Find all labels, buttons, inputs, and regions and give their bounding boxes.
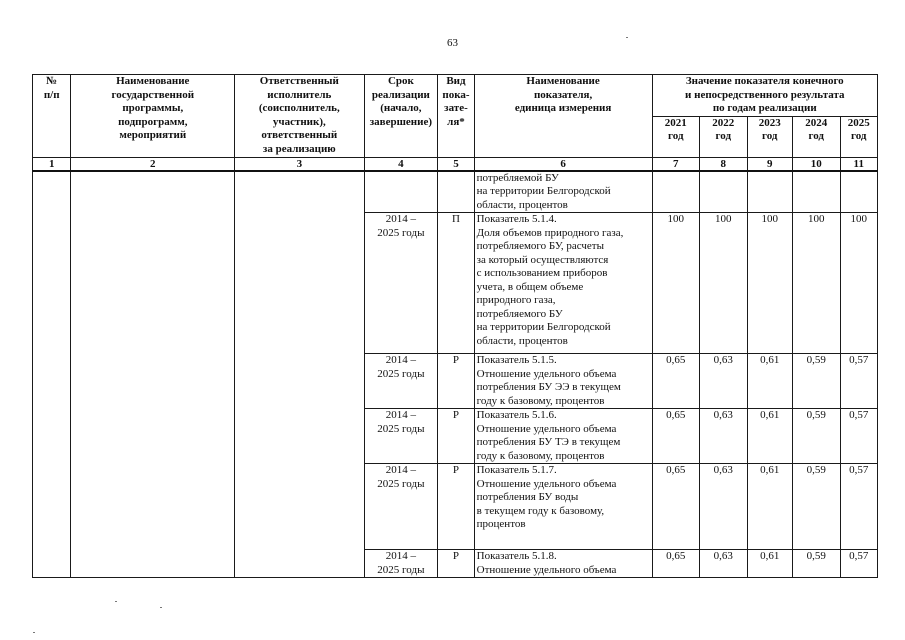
- text-line: потребляемого БУ: [476, 307, 563, 320]
- cell-period: [364, 409, 438, 464]
- header-year-2022: [700, 116, 748, 157]
- text-line: Показатель 5.1.4.: [476, 213, 557, 225]
- cell-value-2024: [793, 171, 841, 213]
- header-year-2023: [747, 116, 792, 157]
- text-line: в текущем году к базовому,: [476, 504, 605, 517]
- cell-value-2022: [700, 171, 748, 213]
- cell-value-2023: 0,61: [747, 354, 792, 409]
- text-line: мероприятий: [119, 129, 187, 141]
- text-line: Отношение удельного объема: [476, 422, 617, 435]
- cell-value-2025: 0,57: [840, 354, 878, 409]
- year-label: 2024: [805, 116, 828, 129]
- header-responsible: [235, 75, 364, 158]
- text-line: потребления БУ воды: [476, 491, 579, 503]
- text-line: природного газа,: [476, 294, 556, 306]
- cell-indicator-name: [474, 354, 652, 409]
- header-number: [33, 75, 71, 158]
- text-line: с использованием приборов: [476, 267, 608, 279]
- column-number: 10: [793, 157, 841, 171]
- text-line: Значение показателя конечного: [685, 75, 844, 87]
- column-number: 7: [652, 157, 700, 171]
- cell-value-2022: 0,63: [700, 354, 748, 409]
- text-line: по годам реализации: [712, 102, 817, 114]
- year-label: 2023: [758, 116, 781, 129]
- text-line: программы,: [122, 102, 184, 114]
- header-year-2025: [840, 116, 878, 157]
- text-line: показателя,: [533, 88, 593, 101]
- cell-indicator-name: [474, 213, 652, 354]
- text-line: зате-: [444, 102, 468, 114]
- text-line: Доля объемов природного газа,: [476, 226, 624, 239]
- year-label: 2022: [712, 116, 735, 129]
- text-line: учета, в общем объеме: [476, 280, 584, 293]
- cell-value-2023: [747, 171, 792, 213]
- cell-value-2024: 100: [793, 213, 841, 354]
- column-number: 8: [700, 157, 748, 171]
- text-line: реализации: [371, 88, 430, 101]
- text-line: процентов: [476, 518, 526, 530]
- text-line: Вид: [446, 75, 466, 87]
- text-line: Отношение удельного объема: [476, 367, 617, 380]
- cell-indicator-type: П: [438, 213, 474, 354]
- cell-indicator-type: Р: [438, 464, 474, 550]
- cell-value-2022: 0,63: [700, 550, 748, 578]
- column-number: 1: [33, 157, 71, 171]
- table-row: [33, 171, 878, 213]
- cell-indicator-type: Р: [438, 354, 474, 409]
- cell-value-2025: [840, 171, 878, 213]
- year-label: 2021: [664, 116, 687, 129]
- text-line: 2014 –: [385, 464, 417, 476]
- header-year-2021: [652, 116, 700, 157]
- cell-value-2024: 0,59: [793, 354, 841, 409]
- cell-value-2023: 0,61: [747, 550, 792, 578]
- text-line: потребления БУ ЭЭ в текущем: [476, 381, 621, 393]
- cell-period: [364, 213, 438, 354]
- text-line: и непосредственного результата: [685, 88, 845, 101]
- text-line: 2014 –: [385, 354, 417, 366]
- column-number: 3: [235, 157, 364, 171]
- text-line: ля*: [447, 115, 465, 128]
- text-line: завершение): [369, 115, 433, 128]
- text-line: году к базовому, процентов: [476, 394, 605, 407]
- text-line: 2014 –: [385, 550, 417, 562]
- cell-value-2024: 0,59: [793, 550, 841, 578]
- cell-period: [364, 171, 438, 213]
- cell-period: [364, 354, 438, 409]
- cell-indicator-name: [474, 464, 652, 550]
- text-line: Отношение удельного объема: [476, 563, 617, 576]
- year-unit: год: [851, 130, 867, 142]
- header-values: [652, 75, 877, 117]
- cell-value-2021: 0,65: [652, 354, 700, 409]
- cell-number: [33, 171, 71, 578]
- text-line: 2025 годы: [377, 367, 425, 380]
- cell-value-2025: 0,57: [840, 464, 878, 550]
- year-unit: год: [808, 130, 824, 142]
- text-line: 2025 годы: [377, 226, 425, 239]
- column-number: 5: [438, 157, 474, 171]
- text-line: области, процентов: [476, 198, 568, 211]
- year-unit: год: [668, 130, 684, 142]
- cell-indicator-name: [474, 409, 652, 464]
- text-line: 2014 –: [385, 213, 417, 225]
- cell-period: [364, 464, 438, 550]
- header-indicator-type: [438, 75, 474, 158]
- text-line: участник),: [272, 115, 326, 128]
- header-period: [364, 75, 438, 158]
- text-line: на территории Белгородской: [476, 321, 611, 333]
- cell-value-2021: 0,65: [652, 550, 700, 578]
- text-line: пока-: [442, 88, 470, 101]
- column-number: 6: [474, 157, 652, 171]
- cell-period: [364, 550, 438, 578]
- text-line: исполнитель: [267, 88, 332, 101]
- year-unit: год: [762, 130, 778, 142]
- text-line: за который осуществляются: [476, 253, 609, 266]
- header-year-2024: [793, 116, 841, 157]
- page-number: 63: [447, 37, 458, 49]
- cell-value-2021: [652, 171, 700, 213]
- text-line: п/п: [43, 88, 60, 101]
- text-line: подпрограмм,: [118, 115, 188, 128]
- text-line: потребляемого БУ, расчеты: [476, 240, 605, 252]
- cell-value-2023: 0,61: [747, 464, 792, 550]
- cell-value-2025: 100: [840, 213, 878, 354]
- text-line: Ответственный: [259, 75, 339, 87]
- text-line: 2014 –: [385, 409, 417, 421]
- column-number: 4: [364, 157, 438, 171]
- text-line: Показатель 5.1.6.: [476, 409, 557, 421]
- indicators-table: [32, 74, 878, 578]
- cell-value-2022: 100: [700, 213, 748, 354]
- text-line: 2025 годы: [377, 563, 425, 576]
- cell-value-2023: 0,61: [747, 409, 792, 464]
- text-line: потребляемой БУ: [476, 171, 559, 184]
- text-line: Отношение удельного объема: [476, 477, 617, 490]
- text-line: №: [46, 75, 58, 87]
- text-line: единица измерения: [514, 102, 612, 114]
- header-program-name: [71, 75, 235, 158]
- text-line: области, процентов: [476, 334, 568, 347]
- text-line: Срок: [387, 75, 414, 87]
- cell-program-name: [71, 171, 235, 578]
- text-line: Наименование: [116, 75, 190, 87]
- cell-value-2024: 0,59: [793, 409, 841, 464]
- cell-value-2021: 100: [652, 213, 700, 354]
- cell-value-2025: 0,57: [840, 550, 878, 578]
- column-number: 11: [840, 157, 878, 171]
- cell-responsible: [235, 171, 364, 578]
- text-line: 2025 годы: [377, 422, 425, 435]
- text-line: (соисполнитель,: [258, 102, 340, 114]
- text-line: Показатель 5.1.5.: [476, 354, 557, 366]
- text-line: 2025 годы: [377, 477, 425, 490]
- cell-value-2022: 0,63: [700, 409, 748, 464]
- text-line: Наименование: [526, 75, 600, 87]
- text-line: ответственный: [261, 129, 338, 141]
- text-line: на территории Белгородской: [476, 185, 611, 197]
- cell-indicator-type: [438, 171, 474, 213]
- column-number: 2: [71, 157, 235, 171]
- cell-indicator-type: Р: [438, 550, 474, 578]
- year-unit: год: [715, 130, 732, 142]
- year-label: 2025: [847, 116, 870, 129]
- cell-value-2023: 100: [747, 213, 792, 354]
- cell-value-2022: 0,63: [700, 464, 748, 550]
- cell-indicator-name: [474, 550, 652, 578]
- text-line: государственной: [111, 88, 195, 101]
- text-line: за реализацию: [262, 142, 336, 155]
- text-line: Показатель 5.1.7.: [476, 464, 557, 476]
- text-line: (начало,: [380, 102, 422, 114]
- cell-value-2025: 0,57: [840, 409, 878, 464]
- text-line: году к базовому, процентов: [476, 449, 605, 462]
- column-number: 9: [747, 157, 792, 171]
- text-line: потребления БУ ТЭ в текущем: [476, 436, 621, 448]
- cell-indicator-name: [474, 171, 652, 213]
- text-line: Показатель 5.1.8.: [476, 550, 557, 562]
- cell-indicator-type: Р: [438, 409, 474, 464]
- cell-value-2021: 0,65: [652, 464, 700, 550]
- cell-value-2024: 0,59: [793, 464, 841, 550]
- header-indicator-name: [474, 75, 652, 158]
- cell-value-2021: 0,65: [652, 409, 700, 464]
